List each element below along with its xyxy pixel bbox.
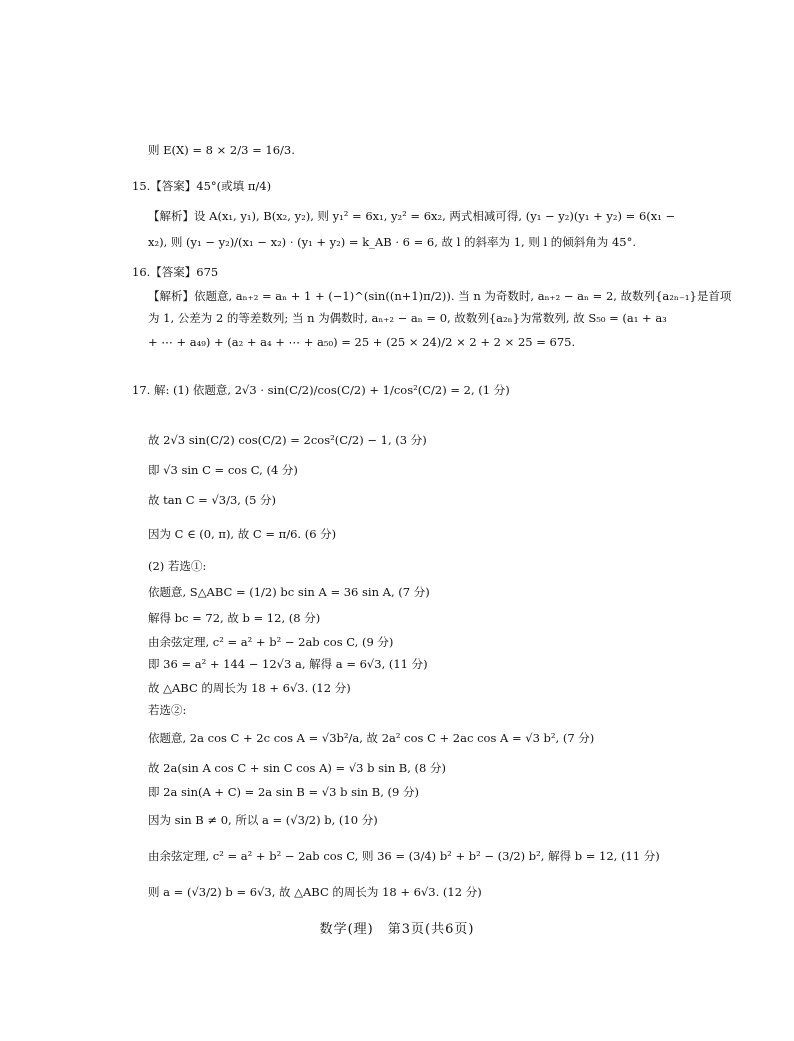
q17-option2-heading: 若选②: bbox=[148, 703, 187, 717]
q17-option2-step-11: 由余弦定理, c² = a² + b² − 2ab cos C, 则 36 = (3/4) b² + b² − (3/2) b², 解得 b = 12, (11 分) bbox=[148, 849, 660, 863]
q17-option1-step-11: 即 36 = a² + 144 − 12√3 a, 解得 a = 6√3, (11 分) bbox=[148, 657, 428, 671]
q16-analysis-line-1: 【解析】依题意, aₙ₊₂ = aₙ + 1 + (−1)^(sin((n+1)π/2)). 当 n 为奇数时, aₙ₊₂ − aₙ = 2, 故数列{a₂ₙ₋₁}是首项 bbox=[148, 289, 732, 303]
q15-analysis-line-2: x₂), 则 (y₁ − y₂)/(x₁ − x₂) · (y₁ + y₂) = k_AB · 6 = 6, 故 l 的斜率为 1, 则 l 的倾斜角为 45°. bbox=[148, 235, 637, 249]
expectation-result-line: 则 E(X) = 8 × 2/3 = 16/3. bbox=[148, 143, 295, 157]
q17-step-3: 故 2√3 sin(C/2) cos(C/2) = 2cos²(C/2) − 1, (3 分) bbox=[148, 433, 427, 447]
page-footer: 数学(理) 第3页(共6页) bbox=[319, 922, 475, 937]
q17-part1-start: 17. 解: (1) 依题意, 2√3 · sin(C/2)/cos(C/2) + 1/cos²(C/2) = 2, (1 分) bbox=[132, 383, 510, 397]
q17-step-4: 即 √3 sin C = cos C, (4 分) bbox=[148, 463, 298, 477]
q17-option1-step-9: 由余弦定理, c² = a² + b² − 2ab cos C, (9 分) bbox=[148, 635, 394, 649]
q17-option2-step-7: 依题意, 2a cos C + 2c cos A = √3b²/a, 故 2a² cos C + 2ac cos A = √3 b², (7 分) bbox=[148, 731, 595, 745]
q17-option1-step-12: 故 △ABC 的周长为 18 + 6√3. (12 分) bbox=[148, 681, 351, 695]
q17-option2-step-8: 故 2a(sin A cos C + sin C cos A) = √3 b sin B, (8 分) bbox=[148, 761, 447, 775]
q16-analysis-line-3: + ⋯ + a₄₉) + (a₂ + a₄ + ⋯ + a₅₀) = 25 + (25 × 24)/2 × 2 + 2 × 25 = 675. bbox=[148, 335, 576, 349]
q17-step-5: 故 tan C = √3/3, (5 分) bbox=[148, 493, 277, 507]
q16-answer: 16.【答案】675 bbox=[132, 265, 219, 279]
q15-analysis-line-1: 【解析】设 A(x₁, y₁), B(x₂, y₂), 则 y₁² = 6x₁, y₂² = 6x₂, 两式相减可得, (y₁ − y₂)(y₁ + y₂) = 6(x₁ − bbox=[148, 209, 676, 223]
q17-option2-step-10: 因为 sin B ≠ 0, 所以 a = (√3/2) b, (10 分) bbox=[148, 813, 378, 827]
q16-analysis-line-2: 为 1, 公差为 2 的等差数列; 当 n 为偶数时, aₙ₊₂ − aₙ = 0, 故数列{a₂ₙ}为常数列, 故 S₅₀ = (a₁ + a₃ bbox=[148, 311, 667, 325]
q17-option1-step-8: 解得 bc = 72, 故 b = 12, (8 分) bbox=[148, 611, 321, 625]
q15-answer: 15.【答案】45°(或填 π/4) bbox=[132, 179, 272, 193]
q17-step-6: 因为 C ∈ (0, π), 故 C = π/6. (6 分) bbox=[148, 527, 337, 541]
q17-option2-step-9: 即 2a sin(A + C) = 2a sin B = √3 b sin B, (9 分) bbox=[148, 785, 419, 799]
q17-option2-step-12: 则 a = (√3/2) b = 6√3, 故 △ABC 的周长为 18 + 6√3. (12 分) bbox=[148, 885, 482, 899]
q17-option1-heading: (2) 若选①: bbox=[148, 559, 207, 573]
q17-option1-step-7: 依题意, S△ABC = (1/2) bc sin A = 36 sin A, (7 分) bbox=[148, 585, 430, 599]
